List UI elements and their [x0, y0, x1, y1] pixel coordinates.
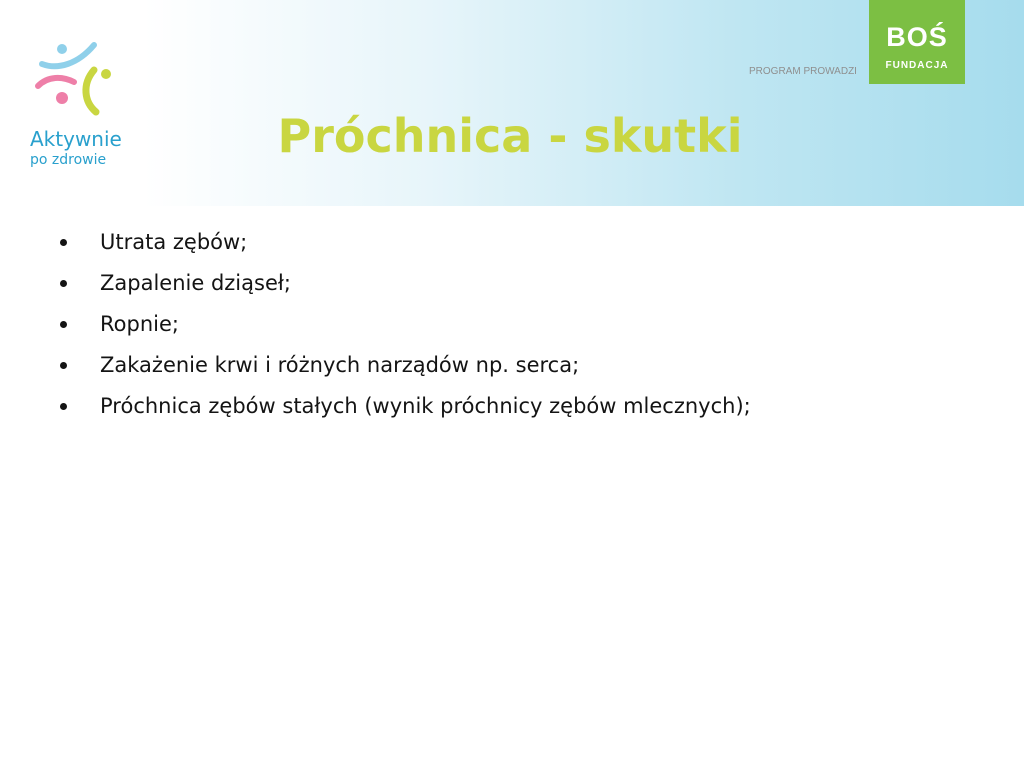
bullet-text: Próchnica zębów stałych (wynik próchnicy zębów mlecznych);: [100, 394, 751, 418]
bullet-dot-icon: [60, 362, 67, 369]
bos-logo-name: BOŚ: [886, 22, 948, 52]
bullet-dot-icon: [60, 280, 67, 287]
bullet-dot-icon: [60, 403, 67, 410]
program-label: PROGRAM PROWADZI: [749, 66, 857, 77]
slide-title: Próchnica - skutki: [277, 109, 743, 163]
bullet-dot-icon: [60, 321, 67, 328]
people-figures-logo-icon: [34, 40, 114, 120]
bullet-dot-icon: [60, 239, 67, 246]
bullet-text: Ropnie;: [100, 312, 179, 336]
bullet-text: Utrata zębów;: [100, 230, 248, 254]
aktywnie-logo: [26, 40, 146, 180]
bos-fundacja-logo: [869, 0, 965, 84]
logo-title: Aktywnie: [30, 127, 122, 151]
bos-logo-sub: FUNDACJA: [885, 60, 949, 71]
logo-subtitle: po zdrowie: [30, 152, 107, 168]
bullet-text: Zapalenie dziąseł;: [100, 271, 291, 295]
bullet-text: Zakażenie krwi i różnych narządów np. serca;: [100, 353, 580, 377]
